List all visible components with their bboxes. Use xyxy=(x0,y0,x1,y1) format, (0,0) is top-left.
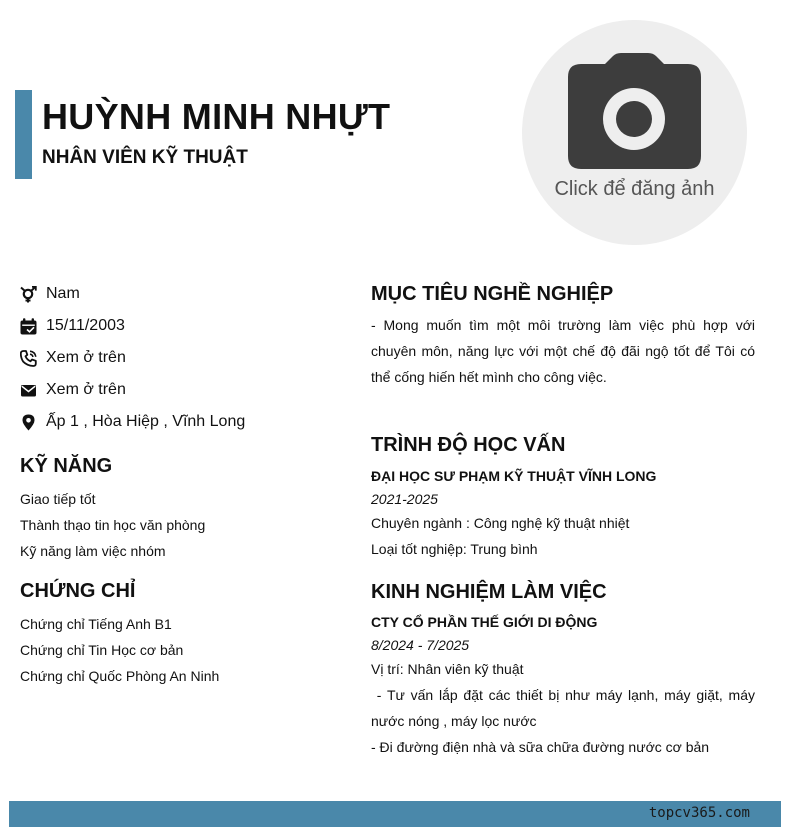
skill-item: Thành thạo tin học văn phòng xyxy=(20,517,206,533)
certificate-item: Chứng chỉ Tiếng Anh B1 xyxy=(20,616,172,632)
contact-address xyxy=(20,406,350,438)
certificate-item: Chứng chỉ Quốc Phòng An Ninh xyxy=(20,668,220,684)
education-grade: Loại tốt nghiệp: Trung bình xyxy=(371,541,538,557)
experience-company: CTY CỔ PHẦN THẾ GIỚI DI ĐỘNG xyxy=(371,614,598,630)
education-school: ĐẠI HỌC SƯ PHẠM KỸ THUẬT VĨNH LONG xyxy=(371,468,657,484)
objective-text: - Mong muốn tìm một môi trường làm việc phù hợp với chuyên môn, năng lực với một chế độ đãi ngộ tốt để Tôi có thể cống hiến hết mình cho công việc. xyxy=(371,317,755,385)
education-major: Chuyên ngành : Công nghệ kỹ thuật nhiệt xyxy=(371,515,630,531)
birthday-value: 15/11/2003 xyxy=(46,317,125,334)
experience-period: 8/2024 - 7/2025 xyxy=(371,637,470,653)
objective-title: MỤC TIÊU NGHỀ NGHIỆP xyxy=(371,283,614,305)
gender-value: Nam xyxy=(46,285,80,302)
calendar-icon xyxy=(20,318,37,335)
certificates-title: CHỨNG CHỈ xyxy=(20,580,136,602)
experience-position: Vị trí: Nhân viên kỹ thuật xyxy=(371,661,524,677)
contact-phone xyxy=(20,342,350,374)
certificates-list xyxy=(20,611,219,689)
experience-title: KINH NGHIỆM LÀM VIỆC xyxy=(371,581,607,603)
contact-email xyxy=(20,374,350,406)
name-accent-bar xyxy=(15,90,32,179)
photo-upload-label: Click để đăng ảnh xyxy=(554,178,715,200)
certificate-item: Chứng chỉ Tin Học cơ bản xyxy=(20,642,184,658)
skill-item: Kỹ năng làm việc nhóm xyxy=(20,543,166,559)
skills-title: KỸ NĂNG xyxy=(20,455,113,477)
contact-info xyxy=(20,278,350,438)
education-title: TRÌNH ĐỘ HỌC VẤN xyxy=(371,434,566,456)
location-icon xyxy=(20,414,37,431)
job-title: NHÂN VIÊN KỸ THUẬT xyxy=(42,147,248,168)
skill-item: Giao tiếp tốt xyxy=(20,491,96,507)
skills-list xyxy=(20,486,205,564)
contact-birthday xyxy=(20,310,350,342)
footer-bar xyxy=(9,801,781,827)
footer-brand: topcv365.com xyxy=(648,805,750,821)
contact-gender xyxy=(20,278,350,310)
experience-block xyxy=(371,610,759,760)
education-block xyxy=(371,464,755,562)
education-period: 2021-2025 xyxy=(371,491,438,507)
experience-duty: - Tư vấn lắp đặt các thiết bị như máy lạnh, máy giặt, máy nước nóng , máy lọc nước xyxy=(371,687,759,729)
gender-icon xyxy=(20,286,37,303)
experience-duty: - Đi đường điện nhà và sữa chữa đường nước cơ bản xyxy=(371,739,710,755)
email-value: Xem ở trên xyxy=(46,381,126,398)
phone-value: Xem ở trên xyxy=(46,349,126,366)
phone-icon xyxy=(20,350,37,367)
camera-icon xyxy=(567,52,702,170)
address-value: Ấp 1 , Hòa Hiệp , Vĩnh Long xyxy=(46,413,246,430)
photo-upload[interactable] xyxy=(522,20,747,245)
full-name: HUỲNH MINH NHỰT xyxy=(42,96,391,137)
email-icon xyxy=(20,382,37,399)
